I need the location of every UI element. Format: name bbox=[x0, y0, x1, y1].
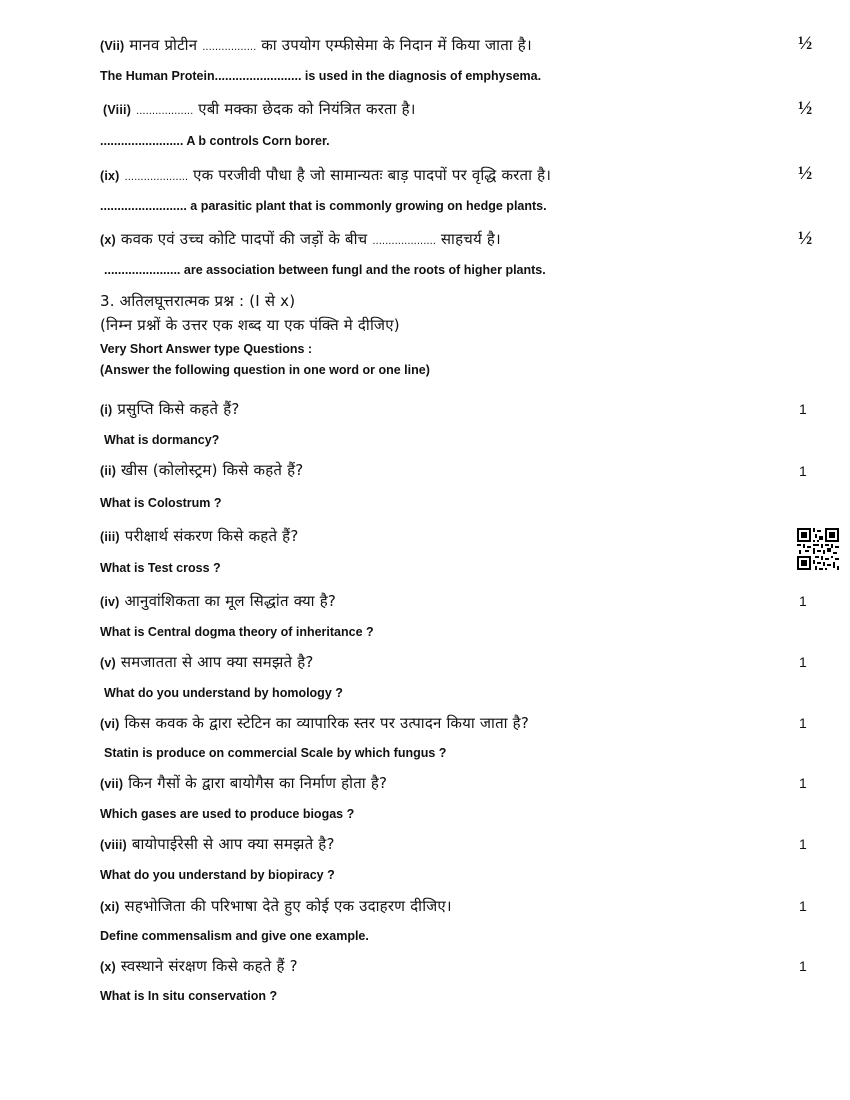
marks: ½ bbox=[798, 228, 813, 249]
section-title-english: Very Short Answer type Questions : bbox=[100, 342, 313, 356]
question-number: (i) bbox=[100, 403, 113, 417]
question-text-hindi: बायोपाईरेसी से आप क्या समझते है? bbox=[131, 835, 335, 853]
marks: 1 bbox=[799, 958, 807, 974]
question-text-hindi: प्रसुप्ति किसे कहते हैं? bbox=[117, 400, 240, 418]
question-text-hindi: कवक एवं उच्च कोटि पादपों की जड़ों के बीच bbox=[120, 230, 368, 248]
question-text-hindi: परीक्षार्थ संकरण किसे कहते हैं? bbox=[124, 527, 299, 545]
question-text-hindi: एक परजीवी पौधा है जो सामान्यतः बाड़ पादपों पर वृद्धि करता है। bbox=[193, 166, 552, 184]
question-text-hindi: आनुवांशिकता का मूल सिद्धांत क्या है? bbox=[124, 592, 337, 610]
question-7-hindi bbox=[100, 773, 387, 793]
marks: 1 bbox=[799, 463, 807, 479]
fill-blank-8-english: ........................ A b controls Corn borer. bbox=[100, 134, 330, 148]
question-number: (vii) bbox=[100, 777, 124, 791]
marks: 1 bbox=[799, 836, 807, 852]
question-number: (Viii) bbox=[103, 103, 132, 117]
question-number: (iv) bbox=[100, 595, 120, 609]
marks: ½ bbox=[798, 98, 813, 119]
qr-code-icon bbox=[797, 528, 839, 570]
question-8-english: What do you understand by biopiracy ? bbox=[100, 868, 335, 882]
marks: ½ bbox=[798, 163, 813, 184]
question-4-hindi bbox=[100, 591, 336, 611]
question-text-hindi: खीस (कोलोस्ट्रम) किसे कहते हैं? bbox=[121, 461, 304, 479]
question-number: (ix) bbox=[100, 169, 120, 183]
question-10-english: What is In situ conservation ? bbox=[100, 989, 278, 1003]
marks: 1 bbox=[799, 775, 807, 791]
blank-dots: .................. bbox=[136, 106, 194, 117]
question-8-hindi bbox=[100, 834, 335, 854]
marks: 1 bbox=[799, 593, 807, 609]
question-number: (x) bbox=[100, 960, 116, 974]
fill-blank-10-hindi bbox=[100, 229, 501, 249]
question-number: (iii) bbox=[100, 530, 120, 544]
question-1-hindi bbox=[100, 399, 240, 419]
blank-dots: .................... bbox=[372, 236, 436, 247]
section-subtitle-hindi: (निम्न प्रश्नों के उत्तर एक शब्द या एक पंक्ति मे दीजिए) bbox=[100, 316, 400, 334]
question-text-hindi: किन गैसों के द्वारा बायोगैस का निर्माण होता है? bbox=[128, 774, 388, 792]
question-text-hindi: मानव प्रोटीन bbox=[129, 36, 198, 54]
question-7-english: Which gases are used to produce biogas ? bbox=[100, 807, 355, 821]
marks: 1 bbox=[799, 654, 807, 670]
question-2-hindi bbox=[100, 460, 303, 480]
question-3-english: What is Test cross ? bbox=[100, 561, 221, 575]
fill-blank-7-english: The Human Protein......................... is used in the diagnosis of emphysema. bbox=[100, 69, 542, 83]
question-text-hindi: समजातता से आप क्या समझते है? bbox=[120, 653, 314, 671]
question-text-hindi: सहभोजिता की परिभाषा देते हुए कोई एक उदाहरण दीजिए। bbox=[124, 897, 452, 915]
question-number: (xi) bbox=[100, 900, 120, 914]
marks: 1 bbox=[799, 401, 807, 417]
question-number: (x) bbox=[100, 233, 116, 247]
blank-dots: ................. bbox=[202, 42, 257, 53]
blank-dots: .................... bbox=[124, 172, 189, 183]
question-5-english: What do you understand by homology ? bbox=[104, 686, 343, 700]
question-9-english: Define commensalism and give one example. bbox=[100, 929, 369, 943]
question-text-hindi: एबी मक्का छेदक को नियंत्रित करता है। bbox=[198, 100, 416, 118]
question-1-english: What is dormancy? bbox=[104, 433, 220, 447]
fill-blank-8-hindi bbox=[103, 99, 416, 119]
question-6-hindi bbox=[100, 713, 529, 733]
question-4-english: What is Central dogma theory of inheritance ? bbox=[100, 625, 374, 639]
question-number: (v) bbox=[100, 656, 116, 670]
section-subtitle-english: (Answer the following question in one word or one line) bbox=[100, 363, 430, 377]
fill-blank-7-hindi bbox=[100, 35, 532, 55]
question-6-english: Statin is produce on commercial Scale by which fungus ? bbox=[104, 746, 447, 760]
question-3-hindi bbox=[100, 526, 299, 546]
fill-blank-9-hindi bbox=[100, 165, 551, 185]
question-number: (ii) bbox=[100, 464, 117, 478]
marks: ½ bbox=[798, 33, 813, 54]
question-text-hindi: किस कवक के द्वारा स्टेटिन का व्यापारिक स्तर पर उत्पादन किया जाता है? bbox=[124, 714, 530, 732]
question-text-hindi: स्वस्थाने संरक्षण किसे कहते हैं ? bbox=[120, 957, 298, 975]
question-number: (viii) bbox=[100, 838, 127, 852]
question-5-hindi bbox=[100, 652, 314, 672]
fill-blank-9-english: ......................... a parasitic plant that is commonly growing on hedge plants. bbox=[100, 199, 547, 213]
fill-blank-10-english: ...................... are association between fungl and the roots of higher plants. bbox=[104, 263, 546, 277]
question-number: (vi) bbox=[100, 717, 120, 731]
question-2-english: What is Colostrum ? bbox=[100, 496, 222, 510]
marks: 1 bbox=[799, 715, 807, 731]
section-title-hindi: 3. अतिलघूत्तरात्मक प्रश्न : (I से x) bbox=[100, 292, 296, 310]
question-text-hindi-continued: साहचर्य है। bbox=[440, 230, 501, 248]
marks: 1 bbox=[799, 898, 807, 914]
question-9-hindi bbox=[100, 896, 452, 916]
question-number: (Vii) bbox=[100, 39, 125, 53]
question-10-hindi bbox=[100, 956, 298, 976]
question-text-hindi-continued: का उपयोग एम्फीसेमा के निदान में किया जाता है। bbox=[261, 36, 532, 54]
